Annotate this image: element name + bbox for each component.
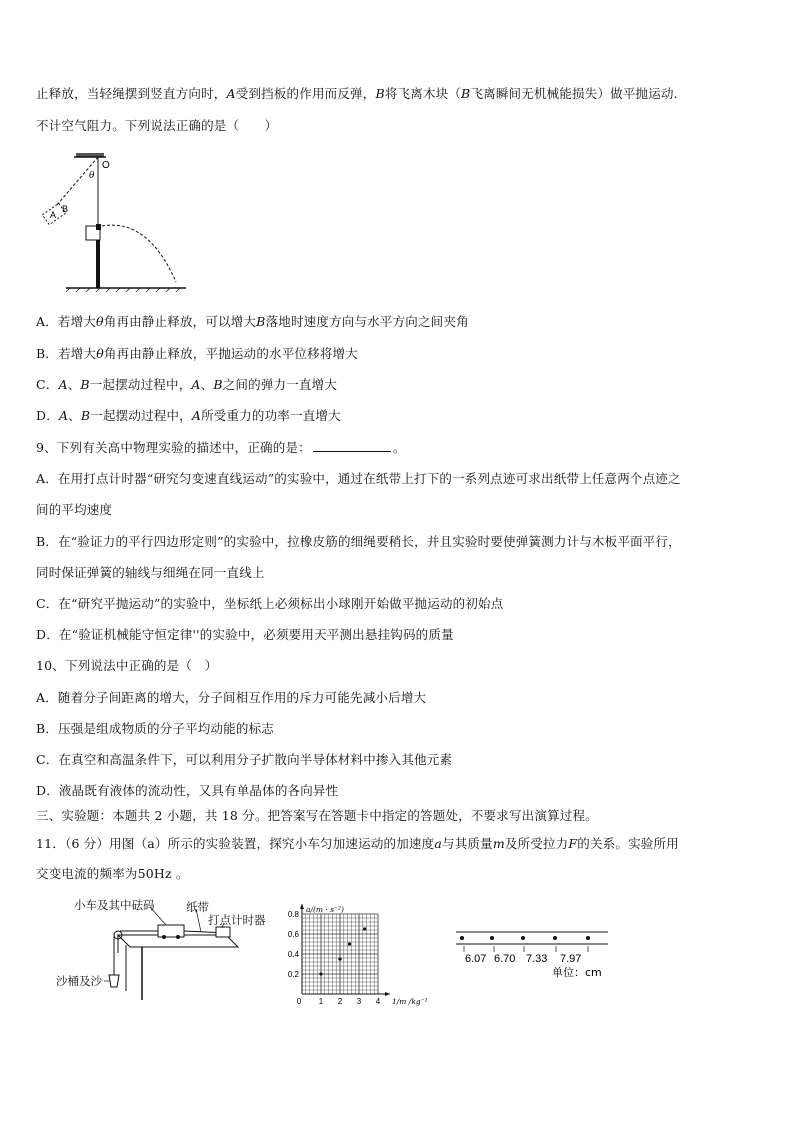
text: 所受重力的功率一直增大 xyxy=(201,408,341,423)
q11-line-1 xyxy=(36,834,679,852)
label-theta: θ xyxy=(89,171,95,181)
q8-option-A xyxy=(36,312,469,330)
stand-post xyxy=(96,240,100,288)
text: B．若增大 xyxy=(36,346,97,361)
bucket xyxy=(109,975,119,987)
cart xyxy=(158,925,184,937)
var-A: A xyxy=(191,408,202,423)
segment-length-3: 7.33 xyxy=(526,953,548,965)
unit-label: 单位：cm xyxy=(552,966,602,979)
section-3-heading: 三、实验题：本题共 2 小题，共 18 分。把答案写在答题卡中指定的答题处，不要求写出演算过程。 xyxy=(36,808,598,823)
text: 将飞离木块（ xyxy=(384,86,462,101)
q9-option-C: C．在“研究平抛运动”的实验中，坐标纸上必须标出小球刚开始做平抛运动的初始点 xyxy=(36,596,504,611)
var-B: B xyxy=(80,408,91,423)
data-point xyxy=(338,957,341,960)
q9-option-B-line1: B．在“验证力的平行四边形定则”的实验中，拉橡皮筋的细绳要稍长，并且实验时要使弹簧测力计与木板平面平行， xyxy=(36,534,681,549)
q9-stem xyxy=(36,438,406,456)
var-theta: θ xyxy=(96,314,104,329)
label-tape: 纸带 xyxy=(186,900,209,914)
tape-dot xyxy=(521,936,525,940)
text: 止释放，当轻绳摆到竖直方向时， xyxy=(36,86,227,101)
x-tick-label: 0 xyxy=(296,997,302,1006)
data-point xyxy=(363,927,366,930)
var-B: B xyxy=(461,86,471,101)
q10-stem: 10、下列说法中正确的是（ ） xyxy=(36,658,218,673)
text: 9、下列有关高中物理实验的描述中，正确的是： xyxy=(36,440,311,455)
label-bucket: 沙桶及沙 xyxy=(56,974,102,988)
text: 之间的弹力一直增大 xyxy=(222,377,338,392)
label-O: O xyxy=(102,160,110,171)
var-m: m xyxy=(492,836,505,851)
q8-option-D xyxy=(36,406,341,424)
tape-dot xyxy=(586,936,590,940)
label-A: A xyxy=(50,210,57,220)
text: A．若增大 xyxy=(36,314,97,329)
text: 、 xyxy=(67,377,81,392)
tape-dot xyxy=(490,936,494,940)
x-tick-label: 4 xyxy=(375,997,381,1006)
var-B: B xyxy=(80,377,90,392)
text: D． xyxy=(36,408,59,423)
q8-option-C xyxy=(36,375,337,393)
var-B: B xyxy=(256,314,266,329)
cart-wheel xyxy=(162,935,166,939)
text: C． xyxy=(36,377,59,392)
figure-a-apparatus xyxy=(56,895,266,1005)
x-tick-label: 3 xyxy=(356,997,362,1006)
q9-option-A-line1: A．在用打点计时器“研究匀变速直线运动”的实验中，通过在纸带上打下的一系列点迹可求出纸带上任意两个点迹之 xyxy=(36,471,681,486)
y-tick-label: 0.8 xyxy=(287,910,299,919)
q10-option-C: C．在真空和高温条件下，可以利用分子扩散向半导体材料中掺入其他元素 xyxy=(36,752,453,767)
var-F: F xyxy=(568,836,578,851)
var-a: a xyxy=(434,836,442,851)
var-theta: θ xyxy=(96,346,104,361)
figure-b-chart xyxy=(280,900,430,1006)
intro-line-1 xyxy=(36,84,678,102)
x-axis-label: 1/m /kg⁻¹ xyxy=(392,997,428,1006)
string-angled xyxy=(56,157,98,206)
q10-option-D: D．液晶既有液体的流动性，又具有单晶体的各向异性 xyxy=(36,783,339,798)
trajectory xyxy=(102,225,176,282)
label-timer: 打点计时器 xyxy=(208,913,266,927)
text: 、 xyxy=(68,408,81,423)
q9-option-A-line2: 间的平均速度 xyxy=(36,502,113,517)
var-A: A xyxy=(58,377,68,392)
text: 。 xyxy=(392,440,406,455)
x-tick-label: 2 xyxy=(337,997,343,1006)
x-tick-label: 1 xyxy=(318,997,324,1006)
data-point xyxy=(319,972,322,975)
text: 受到挡板的作用而反弹， xyxy=(235,86,376,101)
data-point xyxy=(348,942,351,945)
text: 飞离瞬间无机械能损失）做平抛运动. xyxy=(470,86,678,101)
var-A: A xyxy=(191,377,201,392)
q10-option-A: A．随着分子间距离的增大，分子间相互作用的斥力可能先减小后增大 xyxy=(36,690,427,705)
tape-dot xyxy=(553,936,557,940)
q10-option-B: B．压强是组成物质的分子平均动能的标志 xyxy=(36,721,274,736)
figure-c-tape xyxy=(452,924,612,980)
y-tick-label: 0.2 xyxy=(287,970,299,979)
text: 角再由静止释放，平抛运动的水平位移将增大 xyxy=(103,346,358,361)
var-A: A xyxy=(58,408,69,423)
block-B xyxy=(96,224,101,230)
q9-option-B-line2: 同时保证弹簧的轴线与细绳在同一直线上 xyxy=(36,565,265,580)
var-A: A xyxy=(226,86,236,101)
x-axis-arrow xyxy=(385,992,390,996)
answer-blank[interactable] xyxy=(313,439,391,452)
text: 角再由静止释放，可以增大 xyxy=(103,314,257,329)
text: 一起摆动过程中， xyxy=(89,377,192,392)
segment-length-1: 6.07 xyxy=(465,953,487,965)
cart-wheel xyxy=(176,935,180,939)
text: 落地时速度方向与水平方向之间夹角 xyxy=(265,314,469,329)
text: 与其质量 xyxy=(442,836,493,851)
timer xyxy=(216,927,230,937)
label-B: B xyxy=(62,204,69,214)
text: 、 xyxy=(200,377,214,392)
q9-option-D: D．在“验证机械能守恒定律''的实验中，必须要用天平测出悬挂钩码的质量 xyxy=(36,627,454,642)
text: 11．（6 分）用图（a）所示的实验装置，探究小车匀加速运动的加速度 xyxy=(36,836,435,851)
tape-dot xyxy=(460,936,464,940)
y-tick-label: 0.4 xyxy=(287,950,299,959)
segment-length-4: 7.97 xyxy=(560,953,582,965)
y-axis-label: a/(m · s⁻²) xyxy=(306,905,344,914)
pendulum-figure xyxy=(36,148,196,292)
label-cart: 小车及其中砝码 xyxy=(74,898,155,912)
y-tick-label: 0.6 xyxy=(287,930,299,939)
intro-line-2: 不计空气阻力。下列说法正确的是（ ） xyxy=(36,118,278,133)
q8-option-B xyxy=(36,344,358,362)
text: 的关系。实验所用 xyxy=(577,836,679,851)
text: 一起摆动过程中， xyxy=(90,408,192,423)
var-B: B xyxy=(213,377,223,392)
text: 及所受拉力 xyxy=(504,836,569,851)
segment-length-2: 6.70 xyxy=(494,953,516,965)
y-axis-arrow xyxy=(300,904,304,909)
var-B: B xyxy=(375,86,385,101)
q11-line-2: 交变电流的频率为50Hz 。 xyxy=(36,866,189,881)
